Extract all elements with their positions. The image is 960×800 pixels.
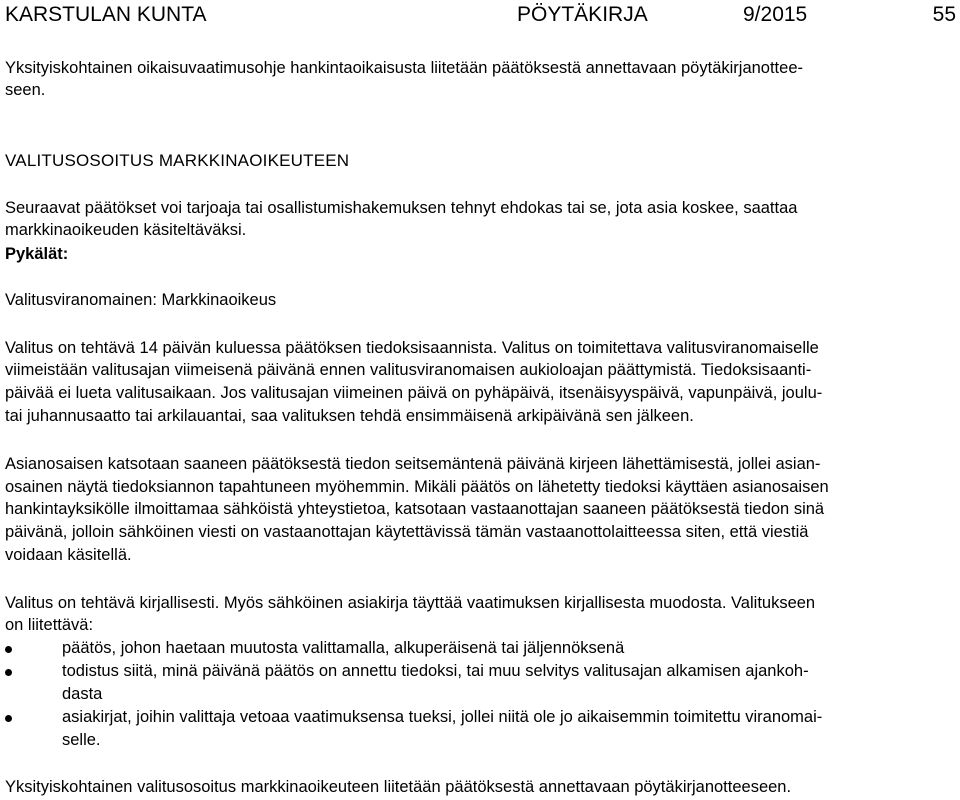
list-item-line-1: todistus siitä, minä päivänä päätös on annettu tiedoksi, tai muu selvitys valitusajan alkamisen ajankoh-	[62, 662, 809, 680]
list-item-line-1: päätös, johon haetaan muutosta valittamalla, alkuperäisenä tai jäljennöksenä	[62, 639, 625, 657]
list-item-line-2: dasta	[62, 685, 103, 703]
section-title: VALITUSOSOITUS MARKKINAOIKEUTEEN	[5, 151, 350, 170]
paragraph-3-line-3: hankintayksikölle ilmoittamaa sähköistä yhteystietoa, katsotaan vastaanottajan saaneen päätöksestä tiedon sinä	[5, 500, 825, 518]
pykalat-label: Pykälät:	[5, 245, 69, 263]
paragraph-4-line-1: Valitus on tehtävä kirjallisesti. Myös sähköinen asiakirja täyttää vaatimuksen kirjallisesta muodosta. Valitukseen	[5, 594, 816, 612]
paragraph-2-line-3: päivää ei lueta valitusaikaan. Jos valitusajan viimeinen päivä on pyhäpäivä, itsenäisyyspäivä, vapunpäivä, joulu-	[5, 384, 823, 402]
minutes-number: 9/2015	[743, 3, 808, 26]
intro-line-2: seen.	[5, 81, 46, 99]
list-item-line-1: asiakirjat, joihin valittaja vetoaa vaatimuksensa tueksi, jollei niitä ole jo aikaisemmin toimitettu viranomai-	[62, 708, 823, 726]
paragraph-3-line-2: osainen näytä tiedoksiannon tapahtuneen myöhemmin. Mikäli päätös on lähetetty tiedoksi käyttäen asianosaisen	[5, 478, 829, 496]
appeal-authority: Valitusviranomainen: Markkinaoikeus	[5, 291, 277, 309]
paragraph-3-line-1: Asianosaisen katsotaan saaneen päätöksestä tiedon seitsemäntenä päivänä kirjeen lähettämisestä, jollei asian-	[5, 455, 821, 473]
intro-line-1: Yksityiskohtainen oikaisuvaatimusohje hankintaoikaisusta liitetään päätöksestä annettavaan pöytäkirjanottee-	[5, 59, 803, 77]
organization-name: KARSTULAN KUNTA	[5, 3, 207, 26]
page-header	[5, 2, 956, 30]
paragraph-1-line-1: Seuraavat päätökset voi tarjoaja tai osallistumishakemuksen tehnyt ehdokas tai se, jota asia koskee, saattaa	[5, 199, 798, 217]
paragraph-1-line-2: markkinaoikeuden käsiteltäväksi.	[5, 221, 247, 239]
closing-note: Yksityiskohtainen valitusosoitus markkinaoikeuteen liitetään päätöksestä annettavaan pöytäkirjanotteeseen.	[5, 778, 792, 796]
bullet-icon	[5, 715, 12, 722]
paragraph-2-line-1: Valitus on tehtävä 14 päivän kuluessa päätöksen tiedoksisaannista. Valitus on toimitettava valitusviranomaiselle	[5, 339, 819, 357]
document-type: PÖYTÄKIRJA	[517, 3, 648, 26]
paragraph-4-line-2: on liitettävä:	[5, 616, 94, 634]
paragraph-2-line-2: viimeistään valitusajan viimeisenä päivänä ennen valitusviranomaisen aukioloajan päättymistä. Tiedoksisaanti-	[5, 361, 812, 379]
bullet-icon	[5, 669, 12, 676]
paragraph-3-line-5: voidaan käsitellä.	[5, 546, 132, 564]
paragraph-3-line-4: päivänä, jolloin sähköinen viesti on vastaanottajan käytettävissä tämän vastaanottolaitteessa siten, että viestiä	[5, 523, 809, 541]
page-number: 55	[932, 3, 956, 26]
paragraph-2-line-4: tai juhannusaatto tai arkilauantai, saa valituksen tehdä ensimmäisenä arkipäivänä sen jälkeen.	[5, 407, 694, 425]
list-item-line-2: selle.	[62, 731, 101, 749]
bullet-icon	[5, 646, 12, 653]
